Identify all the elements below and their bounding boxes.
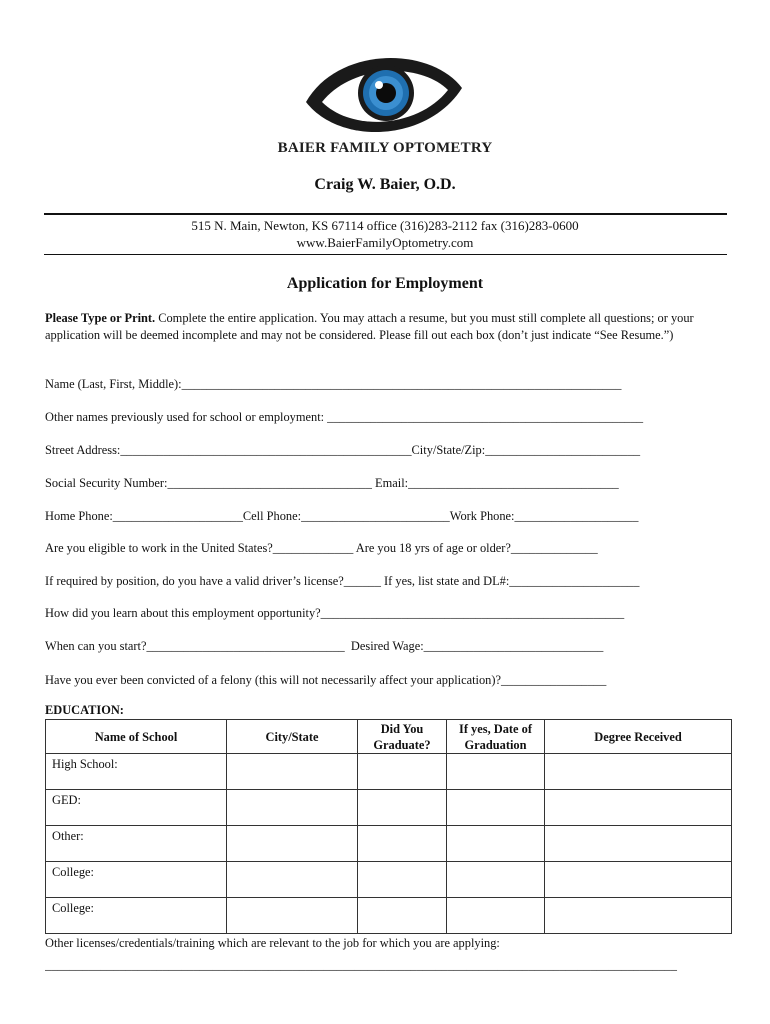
table-row	[46, 826, 732, 862]
table-row	[46, 754, 732, 790]
col-header-grad-date: If yes, Date of Graduation	[447, 720, 545, 754]
col-header-city-state: City/State	[227, 720, 358, 754]
referral-field[interactable]: How did you learn about this employment opportunity?_________________________________________________	[45, 606, 625, 620]
instructions	[45, 310, 729, 344]
cell-degree[interactable]	[545, 826, 732, 862]
cell-grad-date[interactable]	[447, 898, 545, 934]
start-wage-field[interactable]: When can you start?________________________________ Desired Wage:_____________________________	[45, 639, 604, 653]
cell-city-state[interactable]	[227, 862, 358, 898]
cell-graduate[interactable]	[358, 754, 447, 790]
cell-graduate[interactable]	[358, 790, 447, 826]
col-header-graduate: Did You Graduate?	[358, 720, 447, 754]
cell-graduate[interactable]	[358, 826, 447, 862]
phone-field[interactable]: Home Phone:_____________________Cell Phone:________________________Work Phone:____________________	[45, 509, 639, 523]
row-label-other[interactable]: Other:	[46, 826, 227, 862]
header-rule-top	[44, 213, 727, 215]
cell-city-state[interactable]	[227, 898, 358, 934]
row-label-college[interactable]: College:	[46, 862, 227, 898]
cell-city-state[interactable]	[227, 790, 358, 826]
instructions-text: Complete the entire application. You may attach a resume, but you must still complete all questions; or your application will be deemed incomplete and may not be considered. Please fill out each box (don’t just indicate “See Resume.”)	[45, 311, 694, 342]
education-header-row	[46, 720, 732, 754]
col-header-degree: Degree Received	[545, 720, 732, 754]
cell-degree[interactable]	[545, 862, 732, 898]
cell-grad-date[interactable]	[447, 826, 545, 862]
cell-degree[interactable]	[545, 790, 732, 826]
row-label-ged[interactable]: GED:	[46, 790, 227, 826]
other-names-field[interactable]: Other names previously used for school or employment: ___________________________________________________	[45, 410, 644, 424]
table-row	[46, 898, 732, 934]
license-field[interactable]: If required by position, do you have a valid driver’s license?______ If yes, list state and DL#:_____________________	[45, 574, 640, 588]
licenses-label: Other licenses/credentials/training which are relevant to the job for which you are applying:	[45, 936, 500, 950]
ssn-email-field[interactable]: Social Security Number:_________________________________ Email:__________________________________	[45, 476, 619, 490]
form-title: Application for Employment	[286, 275, 484, 292]
cell-graduate[interactable]	[358, 862, 447, 898]
instructions-lead: Please Type or Print.	[45, 311, 156, 325]
address-field[interactable]: Street Address:_______________________________________________City/State/Zip:_________________________	[45, 443, 641, 457]
cell-grad-date[interactable]	[447, 790, 545, 826]
doctor-name: Craig W. Baier, O.D.	[314, 176, 456, 193]
cell-graduate[interactable]	[358, 898, 447, 934]
eye-icon	[300, 50, 468, 140]
row-label-college-2[interactable]: College:	[46, 898, 227, 934]
header-rule-bottom	[44, 254, 727, 255]
cell-degree[interactable]	[545, 754, 732, 790]
brand-name: BAIER FAMILY OPTOMETRY	[277, 140, 493, 156]
cell-degree[interactable]	[545, 898, 732, 934]
education-table	[45, 719, 732, 934]
website-link[interactable]: www.BaierFamilyOptometry.com	[296, 235, 474, 250]
name-field[interactable]: Name (Last, First, Middle):_______________________________________________________________________	[45, 377, 622, 391]
cell-grad-date[interactable]	[447, 754, 545, 790]
education-title: EDUCATION:	[45, 703, 124, 717]
row-label-high-school[interactable]: High School:	[46, 754, 227, 790]
contact-info	[0, 217, 770, 251]
table-row	[46, 862, 732, 898]
cell-city-state[interactable]	[227, 826, 358, 862]
eligibility-field[interactable]: Are you eligible to work in the United States?_____________ Are you 18 yrs of age or older?______________	[45, 541, 598, 555]
cell-grad-date[interactable]	[447, 862, 545, 898]
col-header-school: Name of School	[46, 720, 227, 754]
cell-city-state[interactable]	[227, 754, 358, 790]
felony-field[interactable]: Have you ever been convicted of a felony (this will not necessarily affect your application)?_________________	[45, 673, 607, 687]
licenses-input-line[interactable]: ______________________________________________________________________________________________________	[45, 958, 677, 972]
table-row	[46, 790, 732, 826]
address-line: 515 N. Main, Newton, KS 67114 office (316)283-2112 fax (316)283-0600	[191, 218, 579, 233]
